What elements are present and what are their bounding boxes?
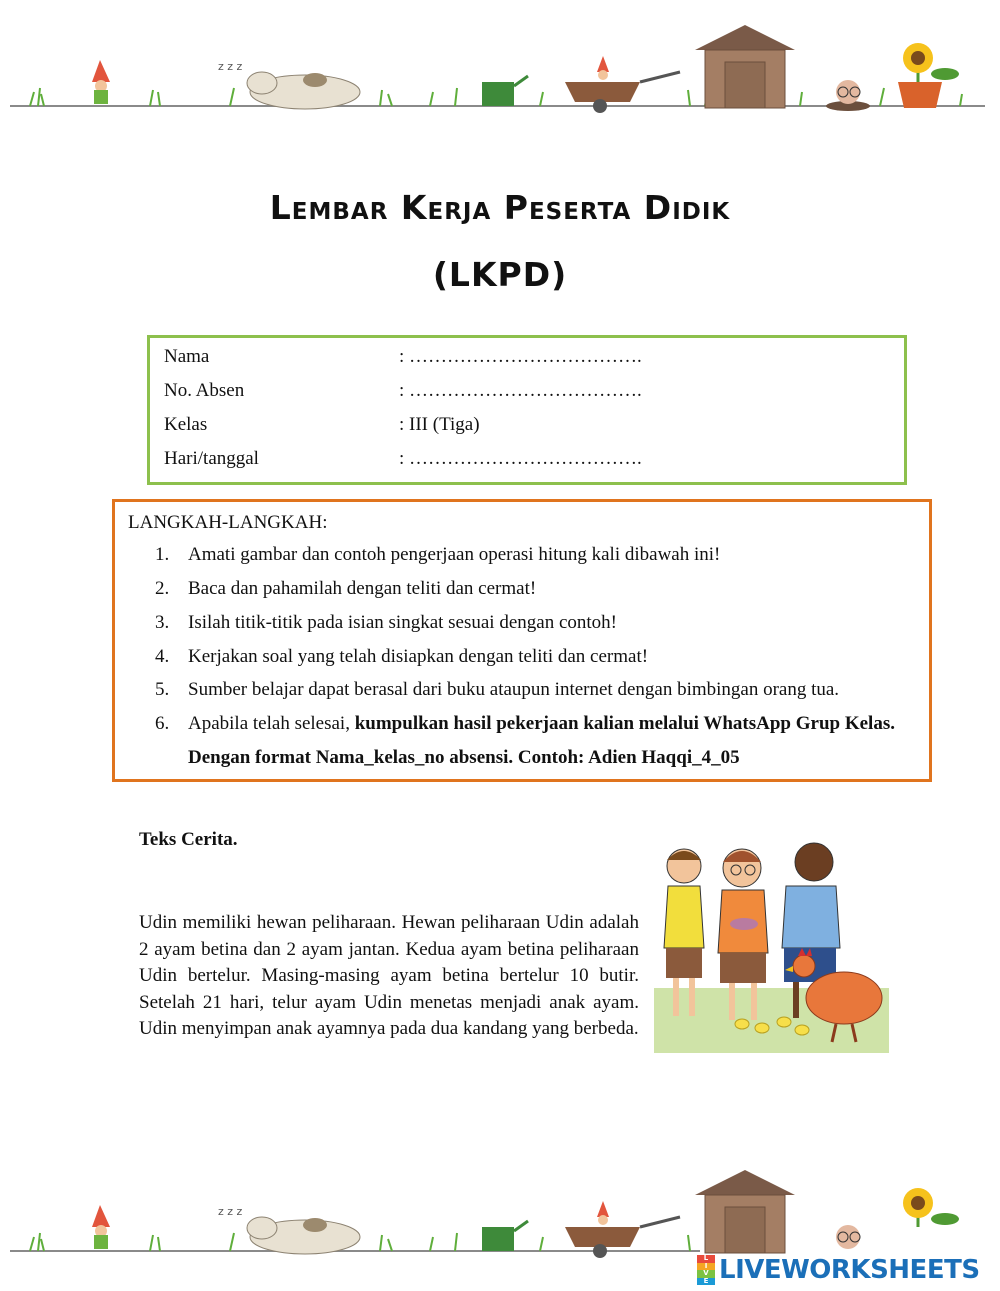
student-identity-box (147, 335, 907, 485)
story-text: Udin memiliki hewan peliharaan. Hewan peliharaan Udin adalah 2 ayam betina dan 2 ayam jantan. Kedua ayam betina peliharaan Udin bertelur. Masing-masing ayam betina bertelur 10 butir. Setelah 21 hari, telur ayam Udin menetas menjadi anak ayam. Udin menyimpan anak ayamnya pada dua kandang yang berbeda. (139, 912, 639, 1039)
step-item: 1. Amati gambar dan contoh pengerjaan operasi hitung kali dibawah ini! (155, 544, 721, 565)
liveworksheets-logo[interactable] (697, 1253, 997, 1287)
class-value: : III (Tiga) (399, 414, 480, 435)
date-field[interactable]: : ………………………………. (399, 448, 642, 469)
class-label: Kelas (164, 414, 208, 435)
gnome-left-icon (92, 60, 110, 104)
name-field[interactable]: : ………………………………. (399, 346, 642, 367)
worksheet-title: Lembar Kerja Peserta Didik (269, 188, 731, 227)
liveworksheets-wordmark: LIVEWORKSHEETS (719, 1255, 980, 1285)
watering-can-icon (482, 1221, 528, 1251)
wheelbarrow-icon (565, 56, 680, 113)
watering-can-icon (482, 76, 528, 106)
peeking-mole-icon (836, 1225, 860, 1249)
garden-border-top (0, 20, 1000, 130)
step-item: 2. Baca dan pahamilah dengan teliti dan cermat! (155, 578, 537, 599)
gnome-left-icon (92, 1205, 110, 1249)
sleeping-dog-icon (218, 1205, 360, 1254)
garden-shed-icon (695, 25, 795, 108)
svg-text:z z z: z z z (218, 60, 243, 73)
name-label: Nama (164, 346, 210, 367)
sleeping-dog-icon (218, 60, 360, 109)
date-label: Hari/tanggal (164, 448, 259, 469)
step-item: 4. Kerjakan soal yang telah disiapkan dengan teliti dan cermat! (155, 646, 649, 667)
children-with-hen-illustration (654, 838, 889, 1053)
sunflower-pot-icon (903, 1188, 959, 1227)
instructions-box (112, 499, 932, 782)
step-item: 3. Isilah titik-titik pada isian singkat sesuai dengan contoh! (155, 612, 617, 633)
absen-field[interactable]: : ………………………………. (399, 380, 642, 401)
live-badge-icon: L I V E (697, 1255, 715, 1285)
sunflower-pot-icon (898, 43, 959, 108)
svg-text:z z z: z z z (218, 1205, 243, 1218)
peeking-mole-icon (826, 80, 870, 111)
instructions-heading: LANGKAH-LANGKAH: (128, 512, 328, 533)
submission-instruction: kumpulkan hasil pekerjaan kalian melalui WhatsApp Grup Kelas. (354, 713, 895, 734)
story-heading: Teks Cerita. (139, 829, 238, 850)
wheelbarrow-icon (565, 1201, 680, 1258)
submission-format: Dengan format Nama_kelas_no absensi. Contoh: Adien Haqqi_4_05 (188, 747, 740, 768)
step-item: 5. Sumber belajar dapat berasal dari buku ataupun internet dengan bimbingan orang tua. (155, 679, 840, 700)
worksheet-subtitle: (LKPD) (432, 255, 568, 294)
step-item: 6. Apabila telah selesai, kumpulkan hasil pekerjaan kalian melalui WhatsApp Grup Kelas. (155, 713, 895, 734)
absen-label: No. Absen (164, 380, 245, 401)
garden-shed-icon (695, 1170, 795, 1253)
